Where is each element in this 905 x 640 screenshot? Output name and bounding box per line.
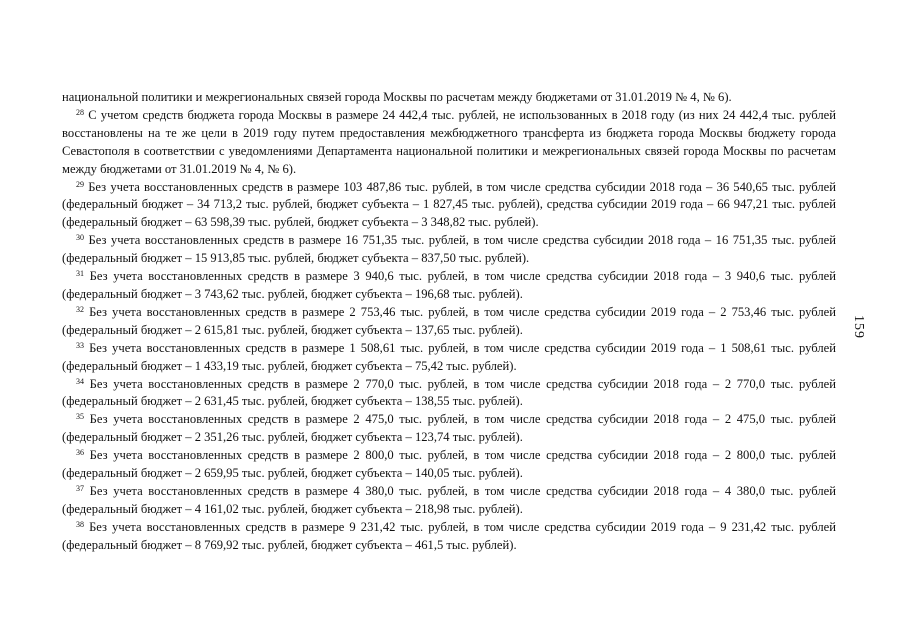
footnote-31	[62, 268, 836, 304]
footnote-37	[62, 483, 836, 519]
footnote-number: 32	[76, 304, 84, 314]
footnote-text: Без учета восстановленных средств в размере 3 940,6 тыс. рублей, в том числе средства субсидии 2018 года – 3 940,6 тыс. рублей (федеральный бюджет – 3 743,62 тыс. рублей, бюджет субъекта – 196,68 тыс. рублей).	[62, 269, 836, 301]
footnote-33	[62, 340, 836, 376]
footnote-38	[62, 519, 836, 555]
footnote-28	[62, 107, 836, 179]
footnotes-list	[62, 107, 836, 555]
page-number: 159	[851, 315, 866, 339]
footnote-number: 35	[76, 412, 84, 422]
footnote-number: 33	[76, 340, 84, 350]
footnote-29	[62, 179, 836, 233]
footnote-text: Без учета восстановленных средств в размере 2 770,0 тыс. рублей, в том числе средства субсидии 2018 года – 2 770,0 тыс. рублей (федеральный бюджет – 2 631,45 тыс. рублей, бюджет субъекта – 138,55 тыс. рублей).	[62, 376, 836, 409]
footnote-number: 30	[76, 233, 84, 243]
footnote-number: 37	[76, 483, 84, 493]
footnote-32	[62, 304, 836, 340]
continuation-paragraph: национальной политики и межрегиональных связей города Москвы по расчетам между бюджетами от 31.01.2019 № 4, № 6).	[62, 90, 732, 104]
footnote-text: Без учета восстановленных средств в размере 1 508,61 тыс. рублей, в том числе средства субсидии 2019 года – 1 508,61 тыс. рублей (федеральный бюджет – 1 433,19 тыс. рублей, бюджет субъекта – 75,42 тыс. рублей).	[62, 340, 836, 373]
footnote-text: Без учета восстановленных средств в размере 16 751,35 тыс. рублей, в том числе средства субсидии 2018 года – 16 751,35 тыс. рублей (федеральный бюджет – 15 913,85 тыс. рублей, бюджет субъекта – 837,50 тыс. рублей).	[62, 233, 836, 266]
footnote-text: Без учета восстановленных средств в размере 2 753,46 тыс. рублей, в том числе средства субсидии 2019 года – 2 753,46 тыс. рублей (федеральный бюджет – 2 615,81 тыс. рублей, бюджет субъекта – 137,65 тыс. рублей).	[62, 304, 836, 337]
footnote-number: 36	[76, 448, 84, 458]
footnote-text: Без учета восстановленных средств в размере 103 487,86 тыс. рублей, в том числе средства субсидии 2018 года – 36 540,65 тыс. рублей (федеральный бюджет – 34 713,2 тыс. рублей, бюджет субъекта – 1 827,45 тыс. рублей), средства субсидии 2019 года – 66 947,21 тыс. рублей (федеральный бюджет – 63 598,39 тыс. рублей, бюджет субъекта – 3 348,82 тыс. рублей).	[62, 179, 836, 230]
footnote-number: 29	[76, 179, 84, 189]
footnote-text: Без учета восстановленных средств в размере 2 800,0 тыс. рублей, в том числе средства субсидии 2018 года – 2 800,0 тыс. рублей (федеральный бюджет – 2 659,95 тыс. рублей, бюджет субъекта – 140,05 тыс. рублей).	[62, 448, 836, 481]
footnote-34	[62, 376, 836, 412]
footnote-number: 31	[76, 269, 84, 279]
footnote-text: Без учета восстановленных средств в размере 4 380,0 тыс. рублей, в том числе средства субсидии 2018 года – 4 380,0 тыс. рублей (федеральный бюджет – 4 161,02 тыс. рублей, бюджет субъекта – 218,98 тыс. рублей).	[62, 483, 836, 516]
footnote-36	[62, 447, 836, 483]
footnote-text: С учетом средств бюджета города Москвы в размере 24 442,4 тыс. рублей, не использованных в 2018 году (из них 24 442,4 тыс. рублей восстановлены на те же цели в 2019 году путем предоставления межбюджетного трансферта из бюджета города Москвы бюджету города Севастополя в соответствии с уведомлениями Департамента национальной политики и межрегиональных связей города Москвы по расчетам между бюджетами от 31.01.2019 № 4, № 6).	[62, 107, 836, 176]
footnote-35	[62, 411, 836, 447]
footnote-number: 38	[76, 519, 84, 529]
footnote-text: Без учета восстановленных средств в размере 9 231,42 тыс. рублей, в том числе средства субсидии 2019 года – 9 231,42 тыс. рублей (федеральный бюджет – 8 769,92 тыс. рублей, бюджет субъекта – 461,5 тыс. рублей).	[62, 519, 836, 552]
document-page	[62, 89, 836, 555]
footnote-number: 28	[76, 107, 84, 117]
footnote-text: Без учета восстановленных средств в размере 2 475,0 тыс. рублей, в том числе средства субсидии 2018 года – 2 475,0 тыс. рублей (федеральный бюджет – 2 351,26 тыс. рублей, бюджет субъекта – 123,74 тыс. рублей).	[62, 412, 836, 445]
footnote-30	[62, 232, 836, 268]
footnote-number: 34	[76, 376, 84, 386]
